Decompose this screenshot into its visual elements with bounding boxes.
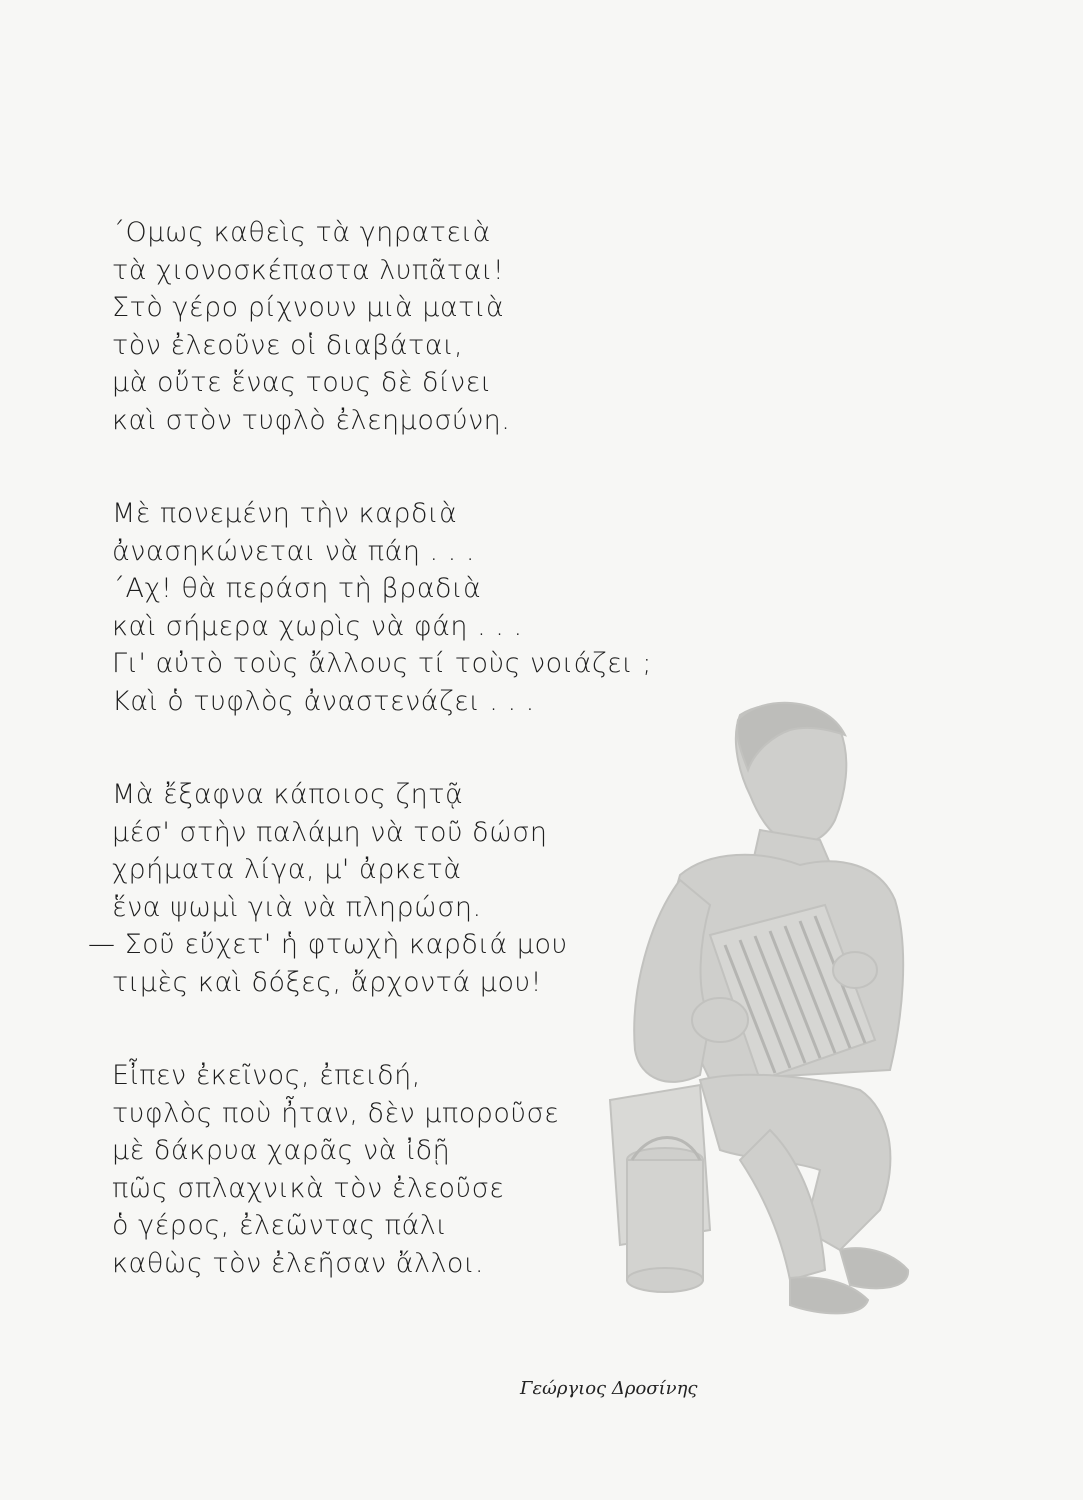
poem bbox=[88, 214, 752, 1338]
poem-line: Μὲ πονεμένη τὴν καρδιὰ bbox=[112, 498, 458, 529]
poem-line: καὶ στὸν τυφλὸ ἐλεημοσύνη. bbox=[112, 404, 511, 436]
poem-line: πῶς σπλαχνικὰ τὸν ἐλεοῦσε bbox=[112, 1172, 505, 1204]
poem-line: Μὰ ἔξαφνα κάποιος ζητᾷ bbox=[112, 779, 464, 810]
poem-line: Γι' αὐτὸ τοὺς ἄλλους τί τοὺς νοιάζει ; bbox=[112, 648, 652, 679]
stanza-4 bbox=[112, 1057, 752, 1282]
poem-line: Καὶ ὁ τυφλὸς ἀναστενάζει . . . bbox=[112, 685, 535, 717]
stanza-1 bbox=[112, 214, 752, 439]
poem-line: καὶ σήμερα χωρὶς νὰ φάη . . . bbox=[112, 610, 523, 642]
author-signature: Γεώργιος Δροσίνης bbox=[520, 1378, 698, 1399]
poem-line: ΄Ομως καθεὶς τὰ γηρατειὰ bbox=[112, 217, 491, 248]
poem-line: Στὸ γέρο ρίχνουν μιὰ ματιὰ bbox=[112, 292, 505, 323]
poem-line: ὁ γέρος, ἐλεῶντας πάλι bbox=[112, 1210, 448, 1241]
stanza-2 bbox=[112, 495, 752, 720]
poem-line: — Σοῦ εὔχετ' ἡ φτωχὴ καρδιά μου bbox=[88, 929, 568, 960]
poem-line: τὸν ἐλεοῦνε οἱ διαβάται, bbox=[112, 329, 464, 361]
poem-line: μέσ' στὴν παλάμη νὰ τοῦ δώση bbox=[112, 816, 548, 848]
poem-line: ΄Αχ! θὰ περάση τὴ βραδιὰ bbox=[112, 573, 482, 604]
poem-line: ἕνα ψωμὶ γιὰ νὰ πληρώση. bbox=[112, 891, 482, 923]
poem-line: μὰ οὔτε ἕνας τους δὲ δίνει bbox=[112, 367, 492, 398]
poem-line: μὲ δάκρυα χαρᾶς νὰ ἰδῇ bbox=[112, 1135, 451, 1166]
poem-line: Εἶπεν ἐκεῖνος, ἐπειδή, bbox=[112, 1060, 421, 1091]
poem-line: χρήματα λίγα, μ' ἀρκετὰ bbox=[112, 854, 462, 885]
poem-line: τὰ χιονοσκέπαστα λυπᾶται! bbox=[112, 254, 505, 286]
poem-line: καθὼς τὸν ἐλεῆσαν ἄλλοι. bbox=[112, 1247, 484, 1279]
poem-line: τυφλὸς ποὺ ἦταν, δὲν μποροῦσε bbox=[112, 1097, 560, 1129]
poem-line: ἀνασηκώνεται νὰ πάη . . . bbox=[112, 535, 475, 567]
poem-line: τιμὲς καὶ δόξες, ἄρχοντά μου! bbox=[112, 966, 542, 998]
stanza-3 bbox=[88, 776, 752, 1001]
